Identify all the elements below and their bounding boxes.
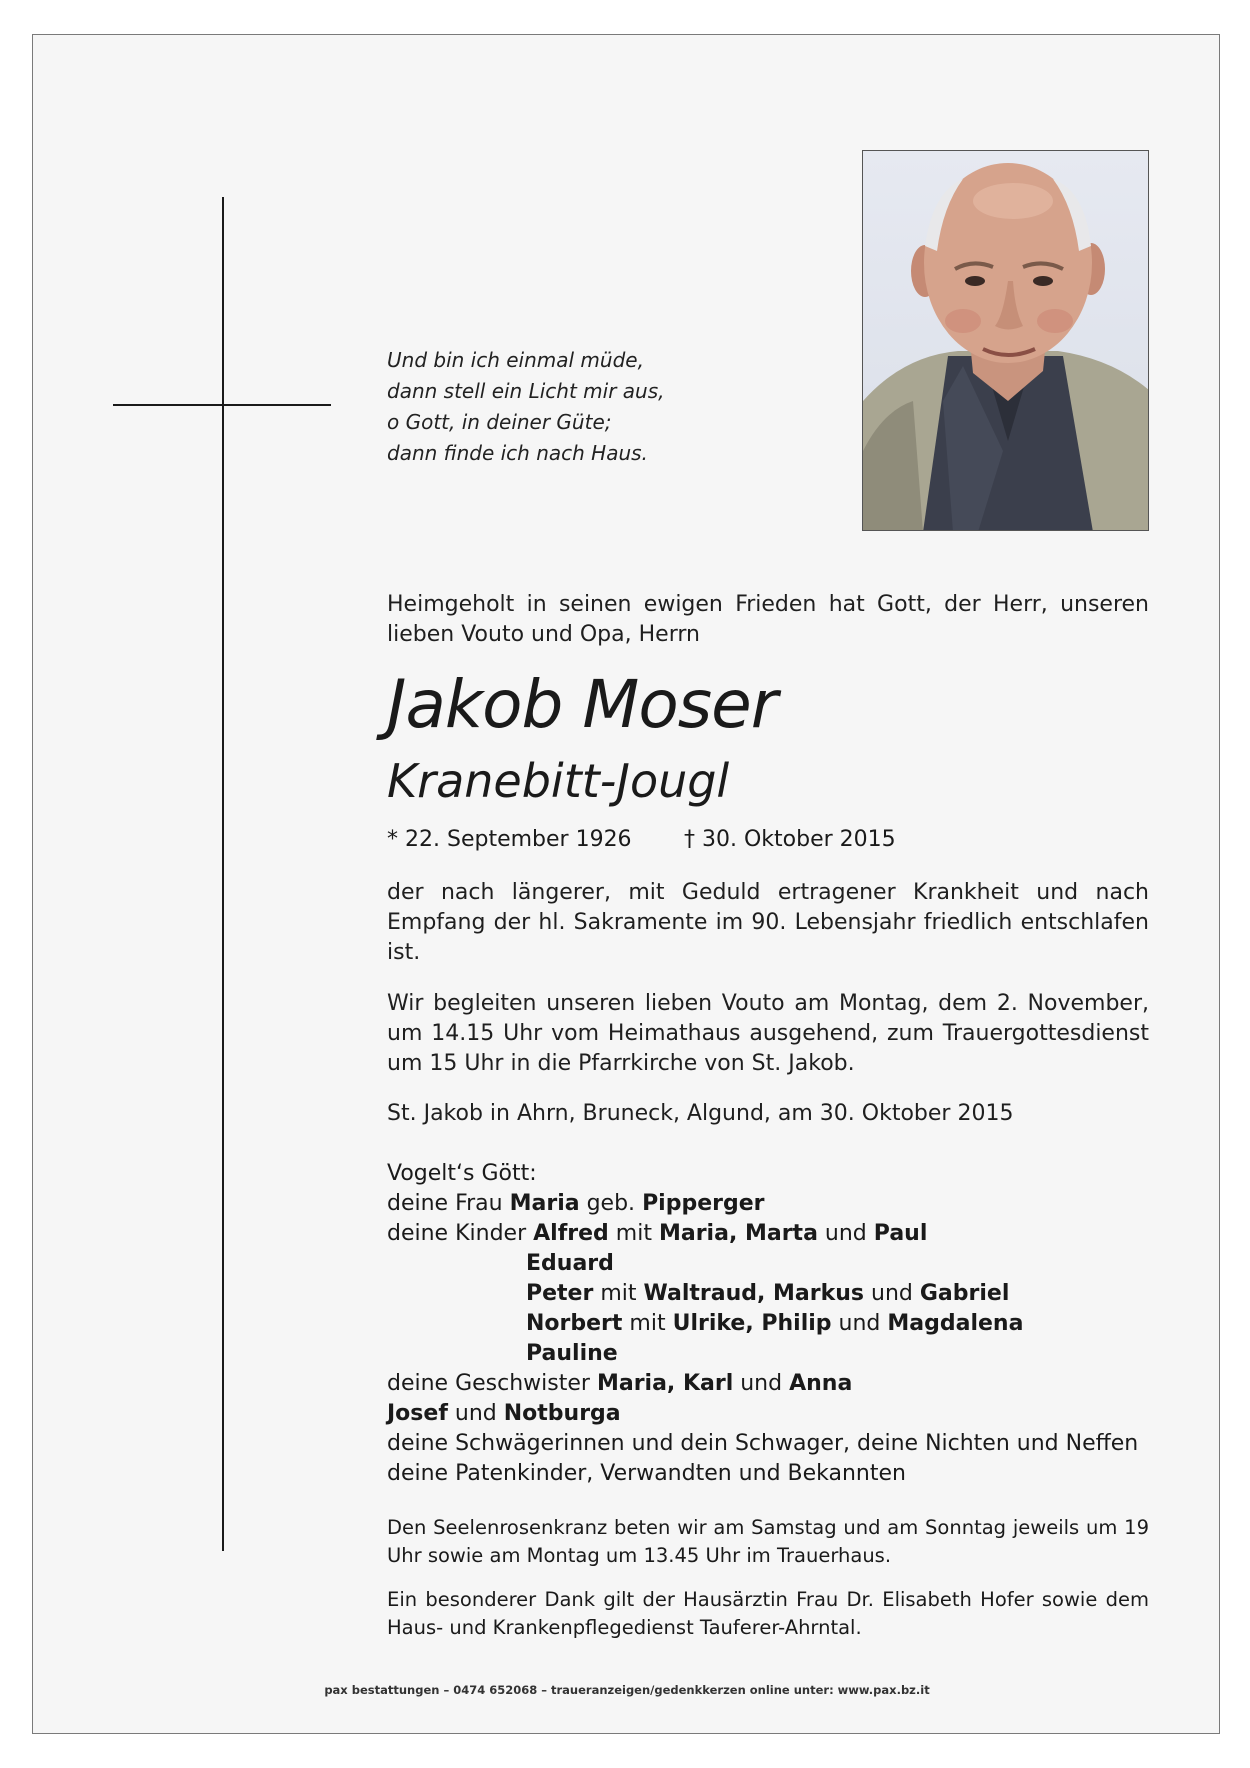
intro-text: Heimgeholt in seinen ewigen Frieden hat Gott, der Herr, unseren lieben Vouto und Opa, Herrn xyxy=(387,592,1149,647)
family-child: Norbert mit Ulrike, Philip und Magdalena xyxy=(526,1311,1024,1336)
family-others: deine Patenkinder, Verwandten und Bekannten xyxy=(387,1461,906,1486)
family-inlaws: deine Schwägerinnen und dein Schwager, deine Nichten und Neffen xyxy=(387,1431,1139,1456)
poem-line: Und bin ich einmal müde, xyxy=(387,348,644,372)
family-child: deine Kinder Alfred mit Maria, Marta und Paul xyxy=(387,1221,928,1246)
portrait-photo xyxy=(862,150,1149,531)
rosary-text: Den Seelenrosenkranz beten wir am Samstag und am Sonntag jeweils um 19 Uhr sowie am Montag um 13.45 Uhr im Trauerhaus. xyxy=(387,1516,1149,1567)
birth-date: * 22. September 1926 xyxy=(387,827,632,852)
deceased-name: Jakob Moser xyxy=(387,666,777,743)
portrait-illustration xyxy=(863,151,1149,531)
family-list xyxy=(387,1159,1149,1489)
cross-vertical-bar xyxy=(222,197,224,1551)
obituary-card xyxy=(32,34,1220,1734)
ceremony-text: Wir begleiten unseren lieben Vouto am Montag, dem 2. November, um 14.15 Uhr vom Heimathaus ausgehend, zum Trauergottesdienst um 15 Uhr in die Pfarrkirche von St. Jakob. xyxy=(387,991,1149,1076)
place-date-line: St. Jakob in Ahrn, Bruneck, Algund, am 30. Oktober 2015 xyxy=(387,1101,1014,1126)
life-dates xyxy=(387,825,1149,855)
funeral-home-footer: pax bestattungen – 0474 652068 – traueranzeigen/gedenkkerzen online unter: www.pax.bz.it xyxy=(324,1683,930,1697)
family-child: Peter mit Waltraud, Markus und Gabriel xyxy=(526,1281,1010,1306)
poem-line: dann finde ich nach Haus. xyxy=(387,441,648,465)
deceased-farm-name: Kranebitt-Jougl xyxy=(387,754,730,808)
poem-line: dann stell ein Licht mir aus, xyxy=(387,379,665,403)
family-siblings: Josef und Notburga xyxy=(387,1401,621,1426)
poem-line: o Gott, in deiner Güte; xyxy=(387,410,612,434)
family-siblings: deine Geschwister Maria, Karl und Anna xyxy=(387,1371,853,1396)
family-child: Eduard xyxy=(526,1251,614,1276)
poem xyxy=(387,345,787,469)
thanks-text: Ein besonderer Dank gilt der Hausärztin Frau Dr. Elisabeth Hofer sowie dem Haus- und Krankenpflegedienst Tauferer-Ahrntal. xyxy=(387,1588,1149,1639)
cross-horizontal-bar xyxy=(113,404,331,406)
death-date: † 30. Oktober 2015 xyxy=(684,827,896,852)
family-wife: deine Frau Maria geb. Pipperger xyxy=(387,1191,765,1216)
family-greeting: Vogelt‘s Gött: xyxy=(387,1161,537,1186)
description-text: der nach längerer, mit Geduld ertragener Krankheit und nach Empfang der hl. Sakramente im 90. Lebensjahr friedlich entschlafen ist. xyxy=(387,880,1149,965)
family-child: Pauline xyxy=(526,1341,618,1366)
